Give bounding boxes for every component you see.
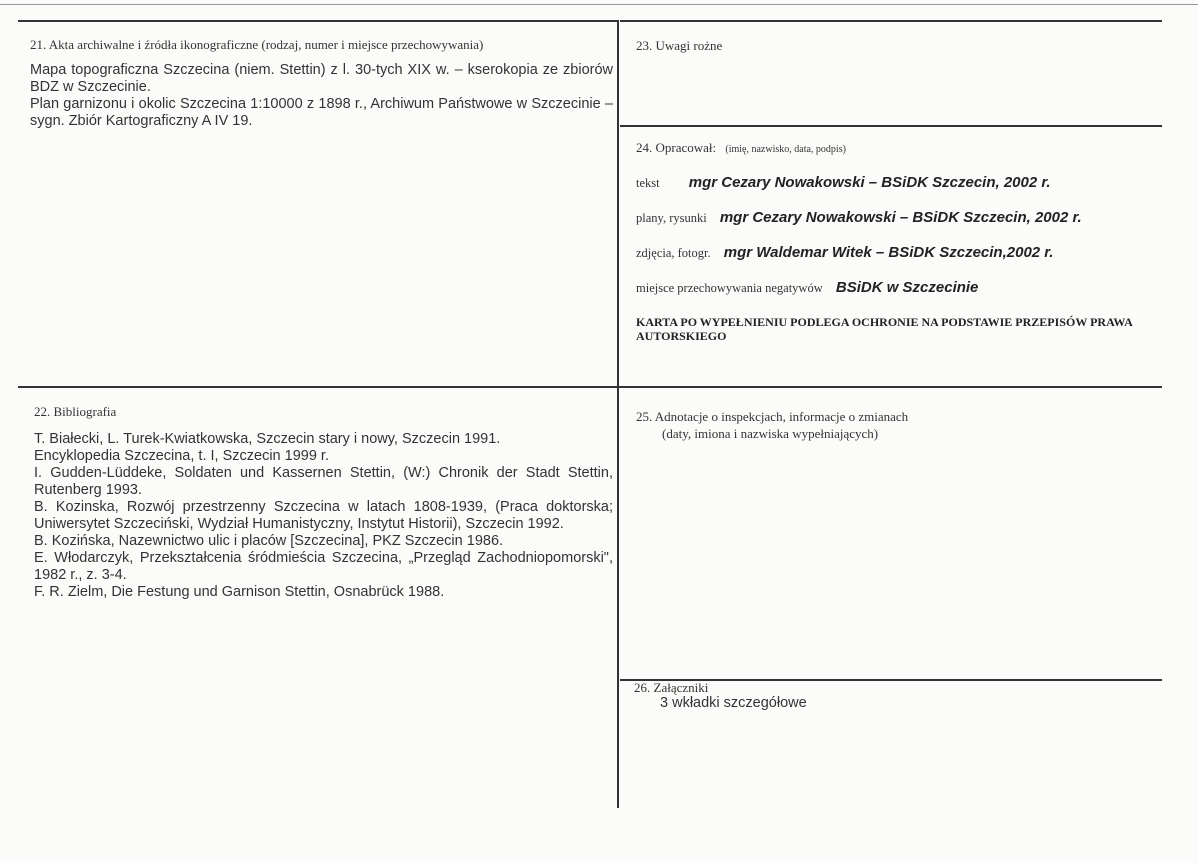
s24-role-text: tekst [636,176,660,190]
s24-value-negatives: BSiDK w Szczecinie [835,279,979,296]
s21-label: 21. Akta archiwalne i źródła ikonograficzne (rodzaj, numer i miejsce przechowywania) [30,37,484,52]
column-divider [617,20,619,808]
s21-content [30,62,613,130]
s22-item: I. Gudden-Lüddeke, Soldaten und Kassernen Stettin, (W:) Chronik der Stadt Stettin, Rutenberg 1993. [34,465,613,498]
s24-value-plans: mgr Cezary Nowakowski – BSiDK Szczecin, 2002 r. [719,209,1082,226]
s22-item: F. R. Zielm, Die Festung und Garnison Stettin, Osnabrück 1988. [34,584,445,600]
s25-label-line-1: 25. Adnotacje o inspekcjach, informacje o zmianach [636,409,909,424]
s22-item: E. Włodarczyk, Przekształcenia śródmieścia Szczecina, „Przegląd Zachodniopomorski", 1982 r., z. 3-4. [34,550,613,583]
rule-s21-top [18,20,618,22]
s26-value: 3 wkładki szczegółowe [660,695,807,711]
top-border [0,4,1198,5]
rule-s23-top [620,20,1162,22]
s22-bibliography-list [34,431,613,601]
s23-label: 23. Uwagi rożne [636,38,723,53]
s22-label: 22. Bibliografia [34,404,117,419]
s24-label [636,140,846,156]
s24-role-negatives: miejsce przechowywania negatywów [636,281,823,295]
s25-label-line-2: (daty, imiona i nazwiska wypełniających) [662,426,879,441]
s26-label: 26. Załączniki [634,680,709,695]
rule-middle [18,386,1162,388]
s22-item: B. Kozinska, Rozwój przestrzenny Szczecina w latach 1808-1939, (Praca doktorska; Uniwersytet Szczeciński, Wydział Humanistyczny, Instytut Historii), Szczecin 1992. [34,499,613,532]
s21-line-1: Mapa topograficzna Szczecina (niem. Stettin) z l. 30-tych XIX w. – kserokopia ze zbiorów BDZ w Szczecinie. [30,62,613,95]
rule-s24-top [620,125,1162,127]
s21-line-2: Plan garnizonu i okolic Szczecina 1:10000 z 1898 r., Archiwum Państwowe w Szczecinie – sygn. Zbiór Kartograficzny A IV 19. [30,96,613,129]
s24-role-plans: plany, rysunki [636,211,707,225]
s22-item: Encyklopedia Szczecina, t. I, Szczecin 1999 r. [34,448,329,464]
s24-row-plans [636,209,1082,226]
s24-label-text: 24. Opracował: [636,140,717,155]
s24-note: (imię, nazwisko, data, podpis) [725,144,846,155]
s24-copyright-notice: KARTA PO WYPEŁNIENIU PODLEGA OCHRONIE NA PODSTAWIE PRZEPISÓW PRAWA AUTORSKIEGO [636,315,1133,343]
s24-role-photos: zdjęcia, fotogr. [636,246,711,260]
s24-value-text: mgr Cezary Nowakowski – BSiDK Szczecin, 2002 r. [688,174,1051,191]
s24-row-photos [636,244,1053,261]
s25-label [636,408,908,442]
s22-item: B. Kozińska, Nazewnictwo ulic i placów [Szczecina], PKZ Szczecin 1986. [34,533,504,549]
s22-item: T. Białecki, L. Turek-Kwiatkowska, Szczecin stary i nowy, Szczecin 1991. [34,431,501,447]
s24-row-negatives [636,279,978,296]
s24-row-text [636,174,1051,191]
s24-value-photos: mgr Waldemar Witek – BSiDK Szczecin,2002 r. [723,244,1054,261]
